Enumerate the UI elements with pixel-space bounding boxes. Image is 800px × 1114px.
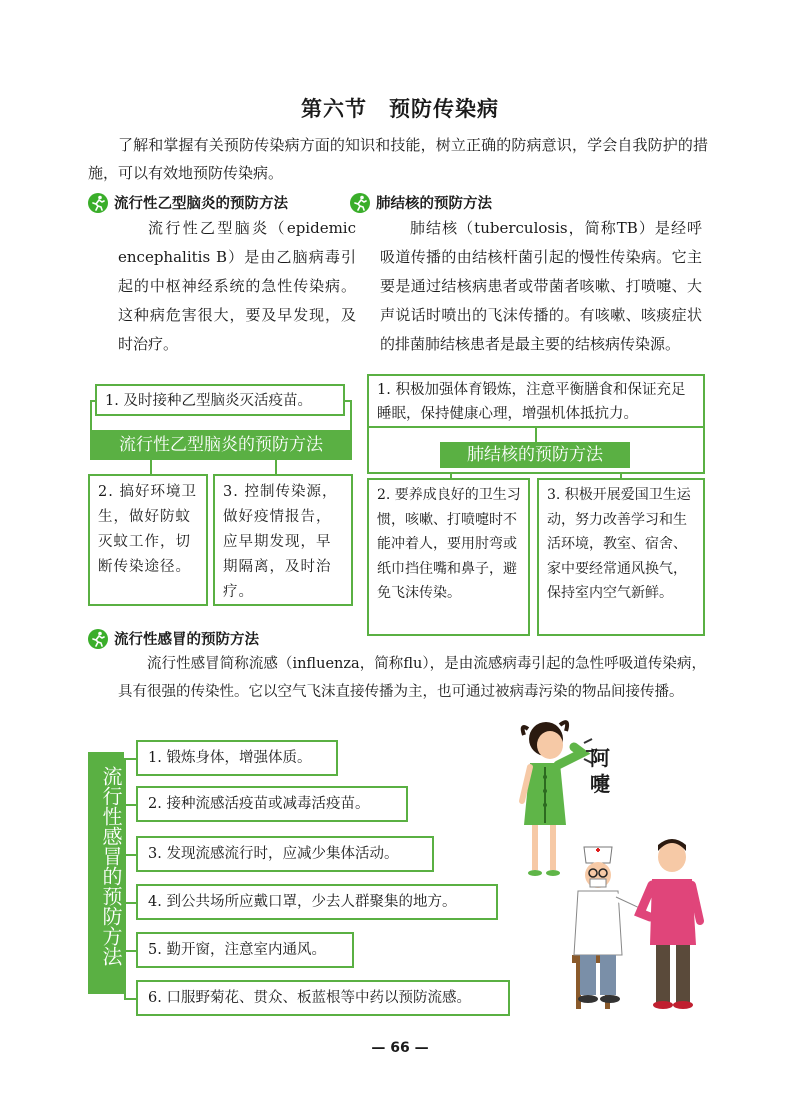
connector-line xyxy=(367,428,369,474)
sneeze-text-1: 阿 xyxy=(590,746,610,770)
connector-line xyxy=(124,758,126,998)
encephalitis-item-1: 1. 及时接种乙型脑炎灭活疫苗。 xyxy=(95,384,345,416)
tb-item-2: 2. 要养成良好的卫生习惯，咳嗽、打喷嚏时不能冲着人，要用肘弯或纸巾挡住嘴和鼻子，避免飞沫传染。 xyxy=(367,478,530,636)
flu-item-2: 2. 接种流感活疫苗或减毒活疫苗。 xyxy=(136,786,408,822)
tb-heading-row xyxy=(350,192,492,213)
encephalitis-item-2: 2. 搞好环境卫生，做好防蚊灭蚊工作，切断传染途径。 xyxy=(88,474,208,606)
encephalitis-heading: 流行性乙型脑炎的预防方法 xyxy=(114,196,288,212)
encephalitis-item-3: 3. 控制传染源，做好疫情报告，应早期发现，早期隔离，及时治疗。 xyxy=(213,474,353,606)
connector-line xyxy=(703,428,705,474)
flu-item-6: 6. 口服野菊花、贯众、板蓝根等中药以预防流感。 xyxy=(136,980,510,1016)
encephalitis-heading-row xyxy=(88,192,288,213)
encephalitis-body: 流行性乙型脑炎（epidemic encephalitis B）是由乙脑病毒引起的中枢神经系统的急性传染病。这种病危害很大，要及早发现，及时治疗。 xyxy=(118,219,356,353)
sneeze-text-2: 嚏 xyxy=(590,772,610,796)
runner-icon xyxy=(88,629,108,649)
tb-heading: 肺结核的预防方法 xyxy=(376,196,492,212)
tb-item-3: 3. 积极开展爱国卫生运动，努力改善学习和生活环境，教室、宿舍、家中要经常通风换气，保持室内空气新鲜。 xyxy=(537,478,705,636)
tb-prevention-bar: 肺结核的预防方法 xyxy=(440,442,630,468)
flu-item-4: 4. 到公共场所应戴口罩，少去人群聚集的地方。 xyxy=(136,884,498,920)
runner-icon xyxy=(350,193,370,213)
flu-side-label: 流行性感冒的预防方法 xyxy=(88,752,124,994)
tb-body: 肺结核（tuberculosis，简称TB）是经呼吸道传播的由结核杆菌引起的慢性传染病。它主要是通过结核病患者或带菌者咳嗽、打喷嚏、大声说话时喷出的飞沫传播的。有咳嗽、咳痰症状的排菌肺结核患者是最主要的结核病传染源。 xyxy=(380,219,702,353)
flu-item-5: 5. 勤开窗，注意室内通风。 xyxy=(136,932,354,968)
flu-heading-row xyxy=(88,628,259,649)
flu-body: 流行性感冒简称流感（influenza，简称flu），是由流感病毒引起的急性呼吸道传染病，具有很强的传染性。它以空气飞沫直接传播为主，也可通过被病毒污染的物品间接传播。 xyxy=(118,656,706,700)
connector-line xyxy=(367,472,705,474)
vaccination-illustration xyxy=(560,835,710,1015)
page-title: 第六节 预防传染病 xyxy=(301,97,499,121)
encephalitis-prevention-bar: 流行性乙型脑炎的预防方法 xyxy=(90,430,352,460)
flu-item-1: 1. 锻炼身体，增强体质。 xyxy=(136,740,338,776)
connector-line xyxy=(535,428,537,442)
tb-item-1: 1. 积极加强体育锻炼，注意平衡膳食和保证充足睡眠，保持健康心理，增强机体抵抗力。 xyxy=(367,374,705,428)
runner-icon xyxy=(88,193,108,213)
connector-line xyxy=(345,400,352,402)
flu-heading: 流行性感冒的预防方法 xyxy=(114,632,259,648)
page-number: — 66 — xyxy=(371,1040,429,1056)
flu-item-3: 3. 发现流感流行时，应减少集体活动。 xyxy=(136,836,434,872)
intro-paragraph: 了解和掌握有关预防传染病方面的知识和技能，树立正确的防病意识，学会自我防护的措施，可以有效地预防传染病。 xyxy=(88,136,708,182)
